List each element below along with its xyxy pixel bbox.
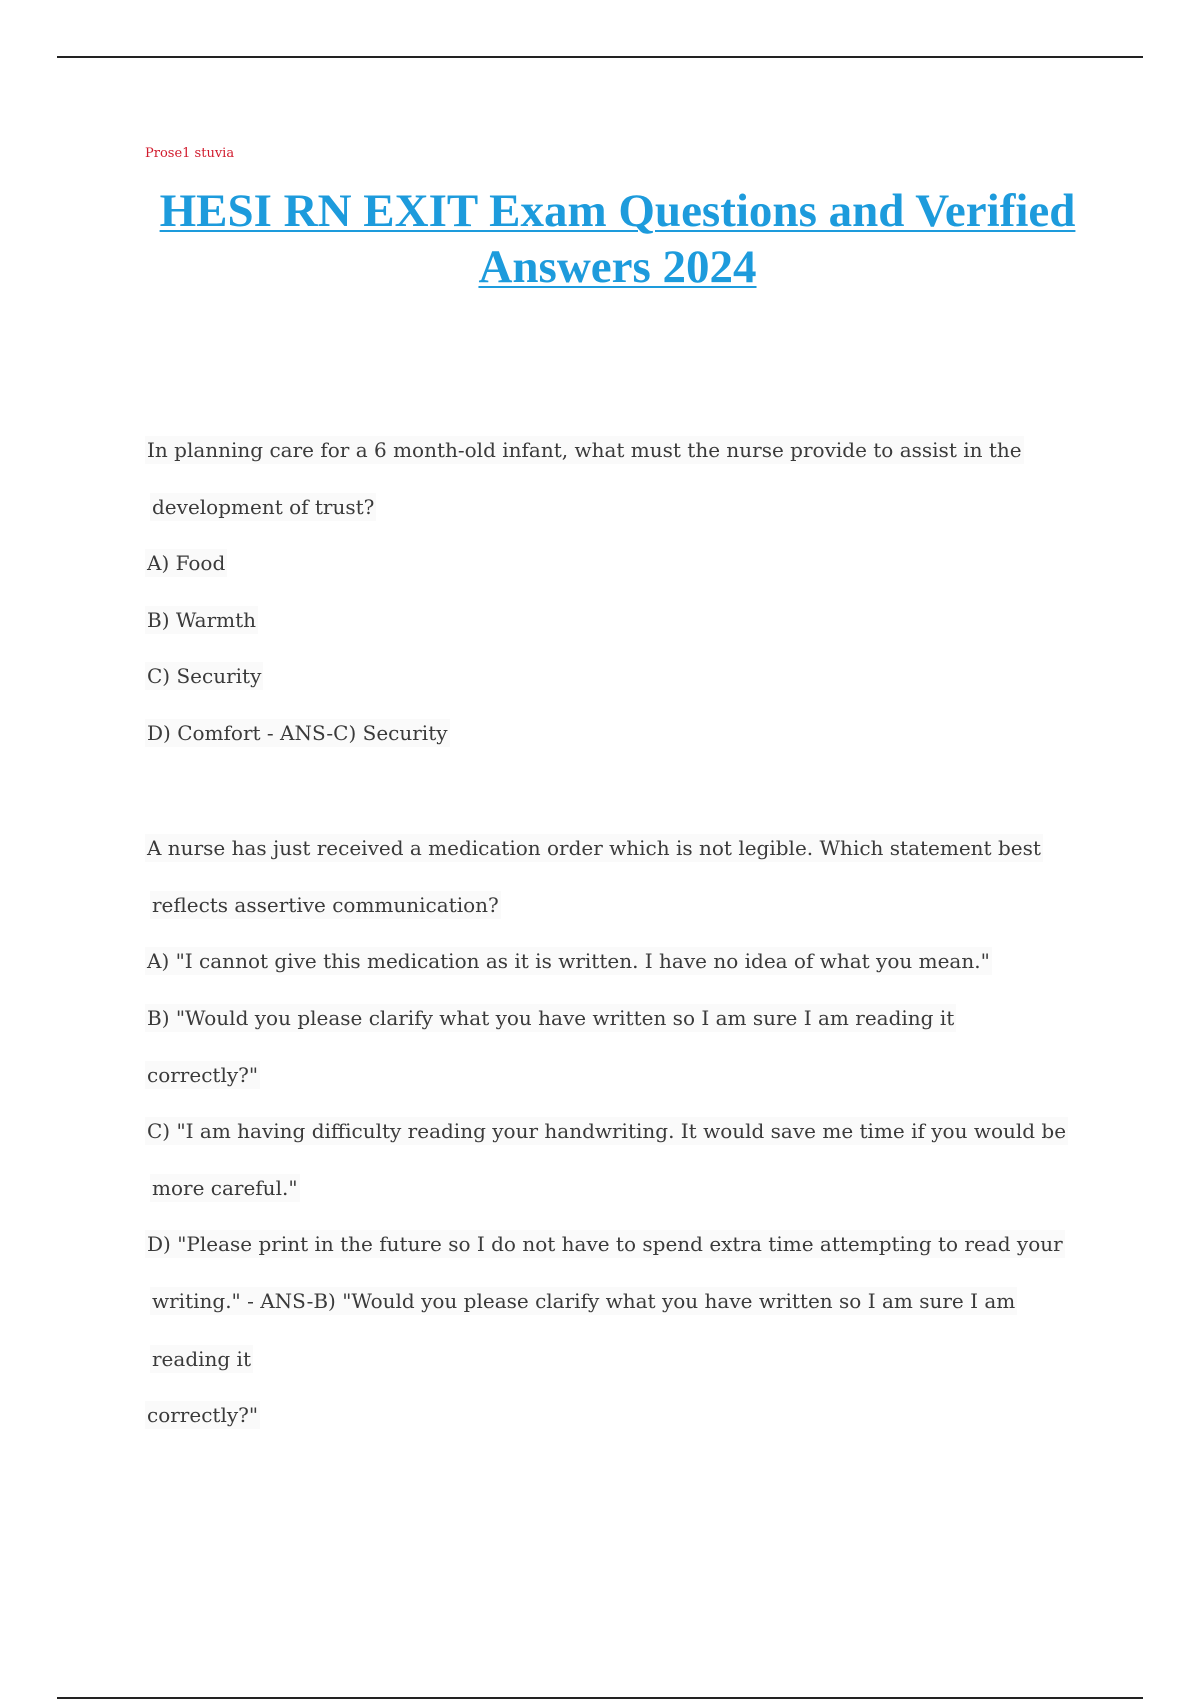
bottom-rule xyxy=(57,1697,1143,1699)
q2-line-2: reflects assertive communication? xyxy=(152,893,499,917)
title-line-1: HESI RN EXIT Exam Questions and Verified xyxy=(159,185,1076,237)
q2-answer-line-3: correctly?" xyxy=(147,1403,259,1427)
q1-option-c: C) Security xyxy=(147,664,262,688)
document-title xyxy=(145,183,1090,295)
q2-option-c: C) "I am having difficulty reading your handwriting. It would save me time if you would be xyxy=(147,1119,1067,1143)
q1-option-b: B) Warmth xyxy=(147,608,257,632)
q2-answer-line-1: writing." - ANS-B) "Would you please clarify what you have written so I am sure I am xyxy=(152,1289,1016,1313)
q1-line-2: development of trust? xyxy=(152,495,375,519)
q1-line-1: In planning care for a 6 month-old infant, what must the nurse provide to assist in the xyxy=(147,438,1022,462)
q2-option-b: B) "Would you please clarify what you have written so I am sure I am reading it xyxy=(147,1006,955,1030)
q1-option-d-answer: D) Comfort - ANS-C) Security xyxy=(147,721,448,745)
watermark-text: Prose1 stuvia xyxy=(145,146,235,161)
q2-line-1: A nurse has just received a medication order which is not legible. Which statement best xyxy=(147,836,1041,860)
q1-option-a: A) Food xyxy=(147,551,226,575)
q2-option-c-cont: more careful." xyxy=(152,1176,298,1200)
q2-option-d: D) "Please print in the future so I do not have to spend extra time attempting to read your xyxy=(147,1232,1063,1256)
top-rule xyxy=(57,56,1143,58)
q2-option-b-cont: correctly?" xyxy=(147,1063,259,1087)
title-line-2: Answers 2024 xyxy=(478,241,757,293)
q2-option-a: A) "I cannot give this medication as it is written. I have no idea of what you mean." xyxy=(147,949,990,973)
q2-answer-line-2: reading it xyxy=(152,1347,251,1371)
